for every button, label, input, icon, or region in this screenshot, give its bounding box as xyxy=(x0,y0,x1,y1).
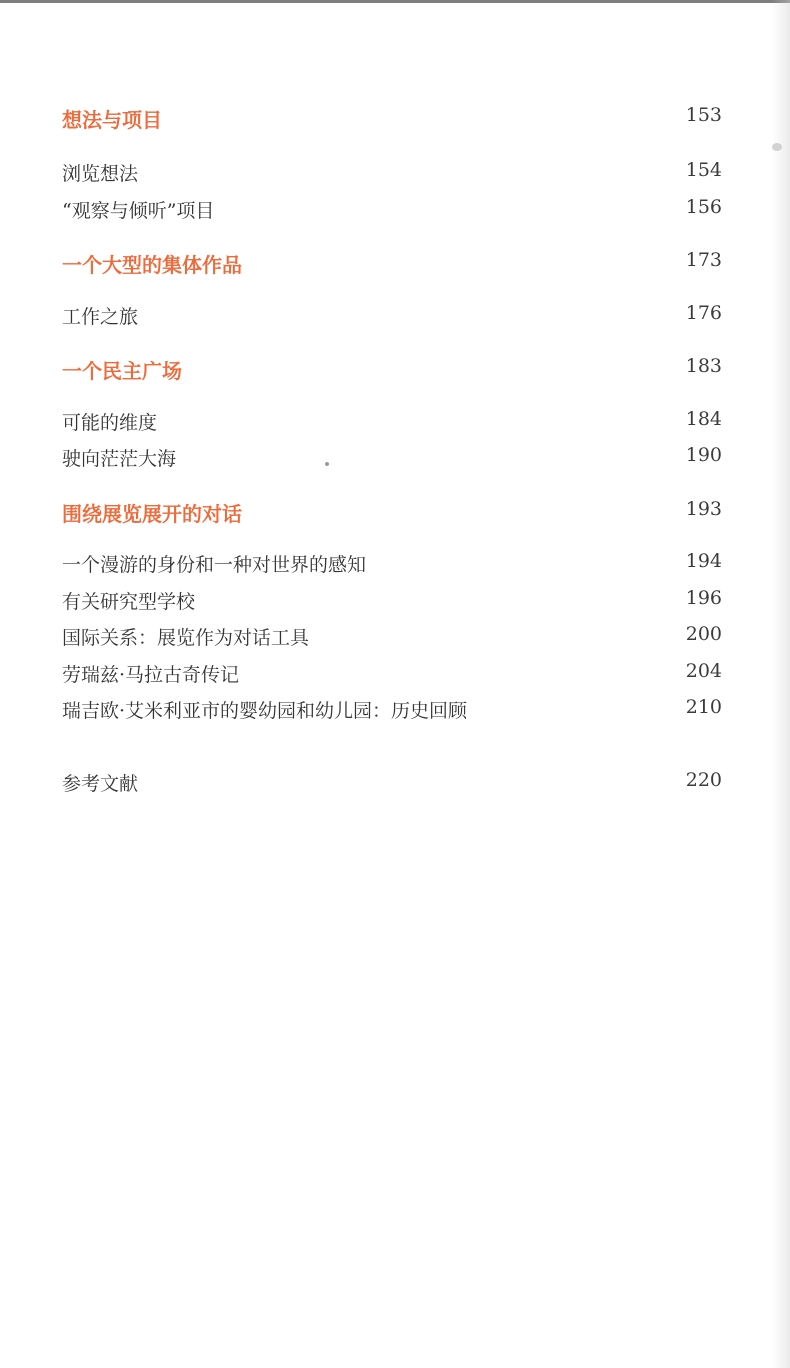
section-page-number: 193 xyxy=(685,498,722,520)
item-title: 劳瑞兹·马拉古奇传记 xyxy=(62,664,240,686)
item-page-number: 194 xyxy=(685,550,722,572)
toc-item-possible-dimensions xyxy=(62,408,722,438)
section-page-number: 153 xyxy=(685,104,722,126)
toc-item-observe-listen xyxy=(62,196,722,226)
toc-item-malaguzzi-biography xyxy=(62,660,722,690)
toc-references xyxy=(62,769,722,799)
item-page-number: 176 xyxy=(685,302,722,324)
item-title: 浏览想法 xyxy=(62,163,139,185)
item-page-number: 200 xyxy=(685,623,722,645)
references-page-number: 220 xyxy=(685,769,722,791)
item-title: 一个漫游的身份和一种对世界的感知 xyxy=(62,554,367,576)
item-page-number: 196 xyxy=(685,587,722,609)
section-title: 围绕展览展开的对话 xyxy=(62,502,242,526)
page-edge-shadow xyxy=(772,0,790,1368)
item-page-number: 204 xyxy=(685,660,722,682)
toc-item-reggio-history xyxy=(62,696,722,726)
item-title: 瑞吉欧·艾米利亚市的婴幼园和幼儿园：历史回顾 xyxy=(62,700,468,722)
section-page-number: 183 xyxy=(685,355,722,377)
toc-item-roaming-identity xyxy=(62,550,722,580)
item-page-number: 154 xyxy=(685,159,722,181)
item-title: 工作之旅 xyxy=(62,306,139,328)
toc-item-work-journey xyxy=(62,302,722,332)
toc-item-research-school xyxy=(62,587,722,617)
item-title: 国际关系：展览作为对话工具 xyxy=(62,627,310,649)
section-page-number: 173 xyxy=(685,249,722,271)
section-title: 一个大型的集体作品 xyxy=(62,253,242,277)
item-page-number: 184 xyxy=(685,408,722,430)
toc-section-collective-work xyxy=(62,249,722,279)
item-title: 有关研究型学校 xyxy=(62,591,196,613)
item-title: 驶向茫茫大海 xyxy=(62,448,177,470)
item-title: “观察与倾听”项目 xyxy=(62,200,215,222)
item-page-number: 210 xyxy=(685,696,722,718)
section-title: 想法与项目 xyxy=(62,108,162,132)
toc-item-open-sea xyxy=(62,444,722,474)
table-of-contents xyxy=(62,0,722,1368)
item-page-number: 190 xyxy=(685,444,722,466)
item-title: 可能的维度 xyxy=(62,412,158,434)
toc-section-ideas-projects xyxy=(62,104,722,134)
toc-item-international-relations xyxy=(62,623,722,653)
references-title: 参考文献 xyxy=(62,773,139,795)
toc-item-browse-ideas xyxy=(62,159,722,189)
toc-section-exhibition-dialogues xyxy=(62,498,722,528)
scan-speck xyxy=(772,143,782,151)
item-page-number: 156 xyxy=(685,196,722,218)
toc-section-democratic-square xyxy=(62,355,722,385)
section-title: 一个民主广场 xyxy=(62,359,182,383)
